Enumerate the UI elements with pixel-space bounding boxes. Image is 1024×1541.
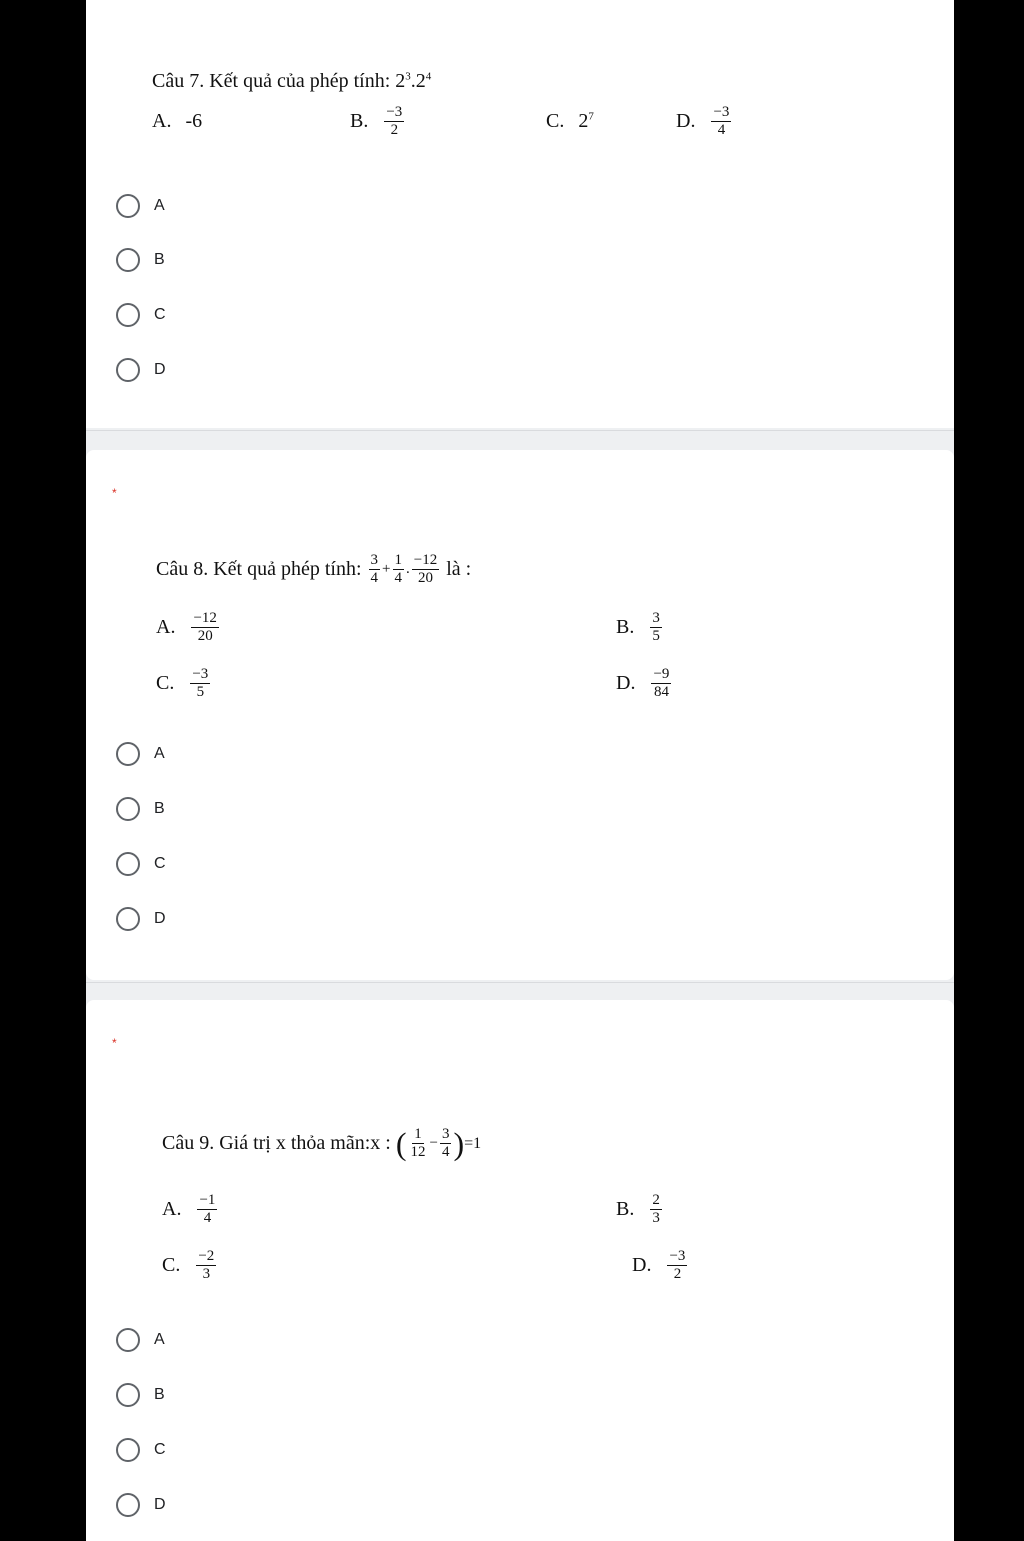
radio-label: D	[154, 361, 166, 378]
fraction-numerator: −3	[713, 104, 730, 120]
q8-option-c	[156, 666, 212, 701]
fraction-denominator: 2	[673, 1266, 682, 1282]
minus-sign: −	[429, 1135, 438, 1151]
question-card-8	[86, 450, 954, 980]
q9-option-c-fraction	[196, 1248, 216, 1283]
q8-option-b	[616, 610, 664, 645]
radio-button[interactable]	[116, 1383, 140, 1407]
q8-fraction-1	[369, 552, 381, 587]
question-7-text	[152, 70, 431, 93]
plus-sign: +	[382, 561, 391, 577]
q9-option-c	[162, 1248, 218, 1283]
fraction-denominator: 4	[441, 1144, 450, 1160]
q9-option-b-fraction	[650, 1192, 662, 1227]
fraction-numerator: −3	[669, 1248, 686, 1264]
fraction-denominator: 4	[394, 570, 402, 586]
fraction-denominator: 2	[390, 122, 399, 138]
equals-one: =1	[464, 1134, 482, 1152]
q7-option-d-letter: D.	[676, 110, 696, 132]
radio-label: C	[154, 855, 166, 872]
radio-label: D	[154, 1496, 166, 1513]
q9-option-d-letter: D.	[632, 1254, 652, 1276]
q7-base1: 2	[395, 70, 406, 92]
radio-label: A	[154, 1331, 165, 1348]
fraction-numerator: −3	[386, 104, 403, 120]
q9-radio-c[interactable]	[116, 1436, 166, 1464]
q7-option-d-fraction	[711, 104, 731, 139]
q8-option-d-letter: D.	[616, 672, 636, 694]
q7-radio-a[interactable]	[116, 192, 165, 220]
q7-option-c-letter: C.	[546, 110, 565, 132]
q9-option-d-fraction	[667, 1248, 687, 1283]
radio-button[interactable]	[116, 797, 140, 821]
fraction-numerator: −9	[653, 666, 670, 682]
q7-option-a-value: -6	[185, 110, 203, 132]
radio-button[interactable]	[116, 852, 140, 876]
q7-option-c-base: 2	[578, 110, 589, 132]
q8-option-d-fraction	[651, 666, 671, 701]
radio-button[interactable]	[116, 1328, 140, 1352]
radio-button[interactable]	[116, 1493, 140, 1517]
q9-radio-a[interactable]	[116, 1326, 165, 1354]
card-divider	[86, 982, 954, 983]
form-page	[86, 0, 954, 1541]
fraction-numerator: 3	[652, 610, 660, 626]
q8-option-a-fraction	[191, 610, 218, 645]
q8-radio-a[interactable]	[116, 740, 165, 768]
radio-button[interactable]	[116, 194, 140, 218]
fraction-denominator: 4	[203, 1210, 212, 1226]
radio-button[interactable]	[116, 1438, 140, 1462]
q7-radio-b[interactable]	[116, 246, 165, 274]
question-8-text	[156, 552, 471, 587]
q9-option-a-fraction	[197, 1192, 217, 1227]
right-paren: )	[453, 1125, 465, 1162]
q7-exp2: 4	[425, 70, 432, 83]
q9-radio-b[interactable]	[116, 1381, 165, 1409]
radio-button[interactable]	[116, 303, 140, 327]
radio-label: C	[154, 306, 166, 323]
q9-option-d	[632, 1248, 689, 1283]
q7-option-c-exp: 7	[588, 110, 594, 123]
radio-label: B	[154, 1386, 165, 1403]
q9-option-b	[616, 1192, 664, 1227]
card-divider	[86, 430, 954, 431]
q9-fraction-1	[409, 1126, 428, 1161]
q8-option-c-letter: C.	[156, 672, 175, 694]
fraction-denominator: 20	[417, 570, 433, 586]
q7-option-b-fraction	[384, 104, 404, 139]
q7-option-c	[546, 110, 594, 133]
q9-option-c-letter: C.	[162, 1254, 181, 1276]
q7-option-b	[350, 104, 406, 139]
q7-option-b-letter: B.	[350, 110, 369, 132]
q8-option-c-fraction	[190, 666, 210, 701]
fraction-numerator: −12	[193, 610, 217, 626]
radio-button[interactable]	[116, 248, 140, 272]
radio-label: A	[154, 745, 165, 762]
q8-option-a	[156, 610, 221, 645]
q7-option-a	[152, 110, 202, 133]
radio-label: A	[154, 197, 165, 214]
fraction-numerator: −1	[199, 1192, 216, 1208]
q7-option-a-letter: A.	[152, 110, 172, 132]
question-8-suffix: là :	[446, 558, 472, 580]
fraction-numerator: −2	[198, 1248, 215, 1264]
fraction-numerator: 1	[394, 552, 402, 568]
q7-radio-c[interactable]	[116, 301, 166, 329]
question-7-prefix: Câu 7. Kết quả của phép tính:	[152, 70, 396, 92]
fraction-denominator: 84	[653, 684, 669, 700]
radio-label: C	[154, 1441, 166, 1458]
fraction-denominator: 4	[370, 570, 379, 586]
fraction-denominator: 3	[202, 1266, 211, 1282]
question-8-prefix: Câu 8. Kết quả phép tính:	[156, 558, 362, 580]
required-asterisk: *	[112, 486, 117, 500]
q8-fraction-3	[412, 552, 439, 587]
question-card-9	[86, 1000, 954, 1541]
radio-button[interactable]	[116, 742, 140, 766]
q8-option-a-letter: A.	[156, 616, 176, 638]
q7-radio-d[interactable]	[116, 356, 166, 384]
left-paren: (	[395, 1125, 407, 1162]
fraction-denominator: 5	[652, 628, 660, 644]
radio-label: B	[154, 251, 165, 268]
q7-option-c-value	[578, 110, 594, 133]
fraction-numerator: −3	[192, 666, 209, 682]
q7-base2: 2	[415, 70, 426, 92]
q7-exp1: 3	[405, 70, 411, 83]
q9-option-a-letter: A.	[162, 1198, 182, 1220]
radio-label: D	[154, 910, 166, 927]
radio-button[interactable]	[116, 358, 140, 382]
question-9-text	[162, 1126, 481, 1161]
q9-radio-d[interactable]	[116, 1491, 166, 1519]
radio-label: B	[154, 800, 165, 817]
question-9-prefix: Câu 9. Giá trị x thỏa mãn:x :	[162, 1132, 391, 1154]
fraction-denominator: 20	[197, 628, 213, 644]
fraction-denominator: 5	[196, 684, 205, 700]
fraction-numerator: 2	[652, 1192, 660, 1208]
q8-option-b-letter: B.	[616, 616, 635, 638]
fraction-denominator: 12	[410, 1144, 426, 1160]
required-asterisk: *	[112, 1036, 117, 1050]
q9-option-a	[162, 1192, 219, 1227]
fraction-numerator: 3	[370, 552, 379, 568]
fraction-numerator: −12	[413, 552, 438, 568]
q8-option-b-fraction	[650, 610, 662, 645]
q8-radio-c[interactable]	[116, 850, 166, 878]
fraction-denominator: 3	[652, 1210, 660, 1226]
fraction-denominator: 4	[717, 122, 726, 138]
q8-fraction-2	[393, 552, 405, 587]
q7-option-d	[676, 104, 733, 139]
q8-option-d	[616, 666, 673, 701]
q9-option-b-letter: B.	[616, 1198, 635, 1220]
q9-fraction-2	[440, 1126, 452, 1161]
fraction-numerator: 1	[414, 1126, 422, 1142]
q8-radio-b[interactable]	[116, 795, 165, 823]
q8-radio-d[interactable]	[116, 905, 166, 933]
question-card-7	[86, 0, 954, 428]
fraction-numerator: 3	[441, 1126, 450, 1142]
radio-button[interactable]	[116, 907, 140, 931]
q7-dot: .	[410, 70, 416, 92]
dot-sign: .	[406, 561, 410, 577]
